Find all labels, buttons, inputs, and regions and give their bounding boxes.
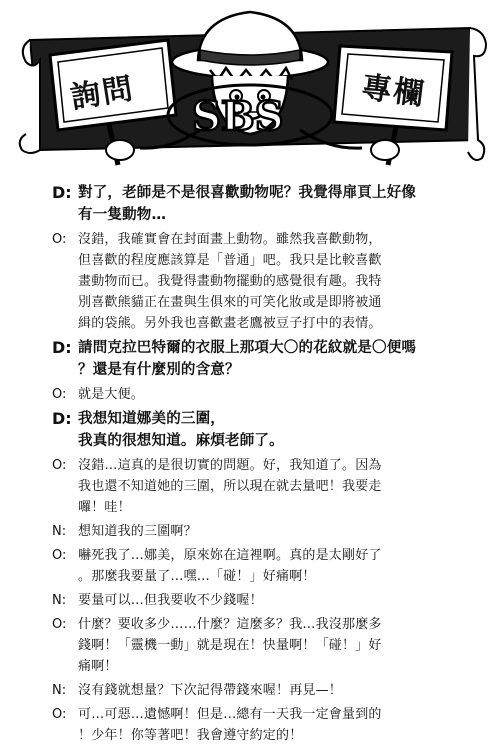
answer-entry <box>52 680 472 701</box>
text-line: 沒有錢就想量？下次記得帶錢來喔！再見—！ <box>78 683 343 698</box>
speaker-label: N: <box>52 683 67 698</box>
answer-entry <box>52 545 472 587</box>
sign-left-label: 詢問 <box>68 71 137 116</box>
sbs-header <box>0 0 500 175</box>
speaker-label: D: <box>52 409 72 428</box>
text-line: 沒錯…這真的是很切實的問題。好，我知道了。因為 <box>78 458 382 473</box>
entry-text <box>78 545 472 587</box>
speaker-label: O: <box>52 458 67 473</box>
entry-text <box>78 182 472 226</box>
speaker-label: O: <box>52 617 67 632</box>
question-entry <box>52 337 472 381</box>
text-line: 畫動物而已。我覺得畫動物擺動的感覺很有趣。我特 <box>78 274 382 289</box>
text-line: 對了，老師是不是很喜歡動物呢？我覺得扉頁上好像 <box>78 185 417 201</box>
question-entry <box>52 182 472 226</box>
text-line: 想知道我的三圍啊？ <box>78 524 197 539</box>
speaker-label: O: <box>52 707 67 722</box>
answer-entry <box>52 614 472 677</box>
entry-text <box>78 408 472 452</box>
text-line: 囉！哇！ <box>78 500 131 515</box>
entry-text <box>78 229 472 334</box>
text-line: 什麼？要收多少……什麼？這麼多？我…我沒那麼多 <box>78 617 382 632</box>
entry-text <box>78 521 472 542</box>
text-line: 要量可以…但我要收不少錢喔！ <box>78 593 263 608</box>
entry-text <box>78 590 472 611</box>
speaker-label: D: <box>52 183 72 202</box>
speaker-label: O: <box>52 548 67 563</box>
speaker-label: N: <box>52 524 67 539</box>
sbs-badge-text: SBS <box>192 93 284 140</box>
text-line: 我真的很想知道。麻煩老師了。 <box>78 433 284 449</box>
answer-entry <box>52 229 472 334</box>
answer-entry <box>52 384 472 405</box>
answer-entry <box>52 590 472 611</box>
answer-entry <box>52 455 472 518</box>
text-line: 可…可惡…遺憾啊！但是…總有一天我一定會量到的 <box>78 707 382 722</box>
text-line: ！少年！你等著吧！我會遵守約定的！ <box>78 728 303 743</box>
qa-column <box>52 182 472 749</box>
entry-text <box>78 680 472 701</box>
speaker-label: D: <box>52 338 72 357</box>
text-line: 沒錯，我確實會在封面畫上動物。雖然我喜歡動物， <box>78 232 382 247</box>
scroll-right-end <box>468 28 486 160</box>
text-line: 。那麼我要量了…嘿…「碰！」好痛啊！ <box>78 569 316 584</box>
speaker-label: O: <box>52 387 67 402</box>
answer-entry <box>52 521 472 542</box>
entry-text <box>78 614 472 677</box>
text-line: 緝的袋熊。另外我也喜歡畫老鷹被豆子打中的表情。 <box>78 316 382 331</box>
text-line: 有一隻動物… <box>78 207 167 223</box>
text-line: ？還是有什麼別的含意？ <box>78 362 240 378</box>
question-entry <box>52 408 472 452</box>
entry-text <box>78 384 472 405</box>
entry-text <box>78 337 472 381</box>
speaker-label: N: <box>52 593 67 608</box>
text-line: 就是大便。 <box>78 387 145 402</box>
text-line: 我想知道娜美的三圍， <box>78 411 225 427</box>
entry-text <box>78 704 472 746</box>
entry-text <box>78 455 472 518</box>
text-line: 別喜歡熊貓正在畫與生俱來的可笑化妝或是即將被通 <box>78 295 382 310</box>
text-line: 請問克拉巴特爾的衣服上那項大〇的花紋就是〇便嗎 <box>78 340 417 356</box>
text-line: 錢啊！「靈機一動」就是現在！快量啊！「碰！」好 <box>78 638 382 653</box>
sign-right-label: 專欄 <box>359 70 428 113</box>
text-line: 嚇死我了…娜美，原來妳在這裡啊。真的是太剛好了 <box>78 548 382 563</box>
text-line: 痛啊！ <box>78 659 118 674</box>
text-line: 我也還不知道她的三圍，所以現在就去量吧！我要走 <box>78 479 382 494</box>
text-line: 但喜歡的程度應該算是「普通」吧。我只是比較喜歡 <box>78 253 382 268</box>
speaker-label: O: <box>52 232 67 247</box>
answer-entry <box>52 704 472 746</box>
